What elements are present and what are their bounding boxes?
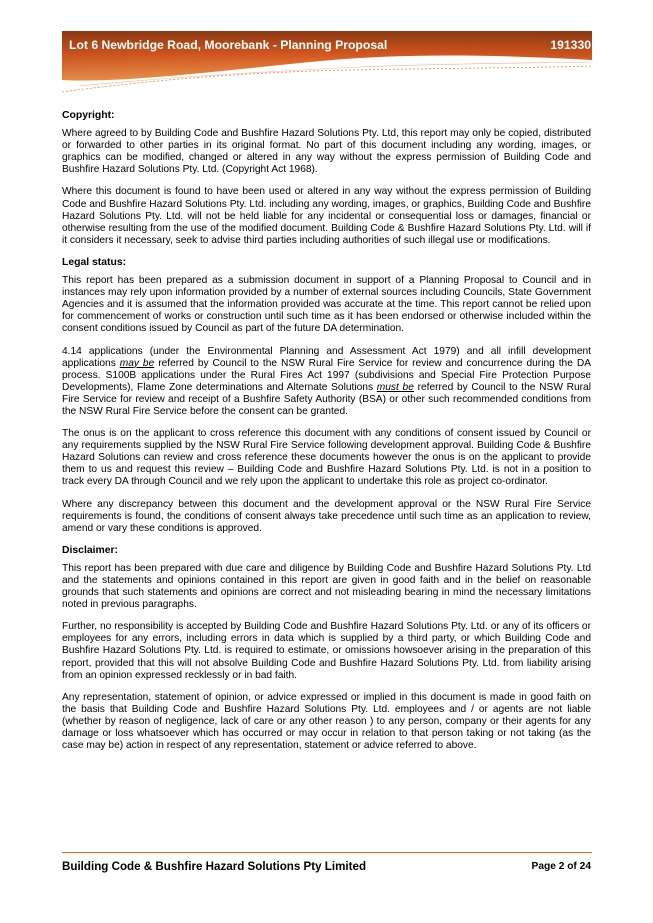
copyright-paragraph: Where this document is found to have been used or altered in any way without the express permission of Building Code and Bushfire Hazard Solutions Pty. Ltd. including any wording, images, or graphics, Building Code and Bushfire Hazard Solutions Pty. Ltd. will not be held liable for any incidental or consequential loss or damages, financial or otherwise resulting from the use of the modified document. Building Code & Bushfire Hazard Solutions Pty. Ltd. will if it considers it necessary, seek to advise third parties including authorities of such illegal use or modifications. (62, 186, 591, 246)
disclaimer-paragraph: Any representation, statement of opinion, or advice expressed or implied in this document is made in good faith on the basis that Building Code and Bushfire Hazard Solutions Pty. Ltd. employees and / or agents are not liable (whether by reason of negligence, lack of care or any other reason ) to any person, company or their agents for any damage or loss whatsoever which has occurred or may occur in relation to that person taking or not taking (as the case may be) action in respect of any representation, statement or advice referred to above. (62, 691, 591, 752)
footer-divider (62, 852, 592, 853)
text-run: 4.14 applications (under the Environmental Planning and Assessment Act 1979) and all infill development applications (62, 345, 591, 369)
legal-paragraph-referrals (62, 346, 591, 419)
footer-company-name: Building Code & Bushfire Hazard Solutions Pty Limited (62, 860, 367, 873)
legal-status-heading: Legal status: (62, 256, 127, 268)
legal-paragraph: Where any discrepancy between this document and the development approval or the NSW Rural Fire Service requirements is found, the conditions of consent always take precedence until such time as an application to review, amend or vary these conditions is approved. (62, 498, 591, 534)
page-header (0, 0, 653, 100)
text-run: referred by Council to the NSW Rural Fire Service for review and receipt of a Bushfire Safety Authority (BSA) or other such recommended conditions from the NSW Rural Fire Service before the consent can be granted. (62, 381, 591, 417)
document-body (62, 110, 591, 752)
disclaimer-paragraph: This report has been prepared with due care and diligence by Building Code and Bushfire Hazard Solutions Pty. Ltd and the statements and opinions contained in this report are given in good faith and in the belief on reasonable grounds that such statements and opinions are correct and not misleading bearing in mind the necessary limitations noted in previous paragraphs. (62, 562, 591, 611)
copyright-heading: Copyright: (62, 110, 115, 121)
header-project-code: 191330 (550, 38, 591, 52)
legal-paragraph: The onus is on the applicant to cross reference this document with any conditions of consent issued by Council or any requirements supplied by the NSW Rural Fire Service following development approval. Building Code & Bushfire Hazard Solutions can review and cross reference these documents however the onus is on the applicant to provide them to us and request this review – Building Code and Bushfire Hazard Solutions Pty. Ltd. is not in a position to track every DA through Council and we rely upon the applicant to undertake this role as project co-ordinator. (62, 428, 591, 488)
header-title: Lot 6 Newbridge Road, Moorebank - Planning Proposal (69, 38, 388, 52)
text-run: referred by Council to the NSW Rural Fire Service for review and concurrence during the DA process. S100B applications under the Rural Fires Act 1997 (subdivisions and Special Fire Protection Purpose Developments), Flame Zone determinations and Alternate Solutions (62, 357, 591, 393)
emphasis-may-be: may be (119, 357, 155, 369)
emphasis-must-be: must be (376, 381, 414, 393)
copyright-paragraph: Where agreed to by Building Code and Bushfire Hazard Solutions Pty. Ltd, this report may only be copied, distributed or forwarded to other parties in its original format. No part of this document including any wording, images, or graphics can be modified, changed or altered in any way without the express permission of Building Code and Bushfire Hazard Solutions Pty. Ltd. (Copyright Act 1968). (62, 128, 591, 176)
disclaimer-paragraph: Further, no responsibility is accepted by Building Code and Bushfire Hazard Solutions Pty. Ltd. or any of its officers or employees for any errors, including errors in data which is supplied by a third party, or which Building Code and Bushfire Hazard Solutions Pty. Ltd. is required to estimate, or omissions howsoever arising in the preparation of this report, provided that this will not absolve Building Code and Bushfire Hazard Solutions Pty. Ltd. from liability arising from an opinion expressed recklessly or in bad faith. (62, 621, 591, 681)
footer-page-number: Page 2 of 24 (531, 861, 591, 872)
disclaimer-heading: Disclaimer: (62, 544, 119, 556)
legal-paragraph: This report has been prepared as a submission document in support of a Planning Proposal to Council and in instances may rely upon information provided by a number of external sources including Councils, State Government Agencies and it is assumed that the information provided was accurate at the time. This report cannot be relied upon for commencement of works or construction until such time as it has been endorsed or otherwise included within the consent conditions issued by Council as part of the future DA determination. (62, 275, 591, 335)
